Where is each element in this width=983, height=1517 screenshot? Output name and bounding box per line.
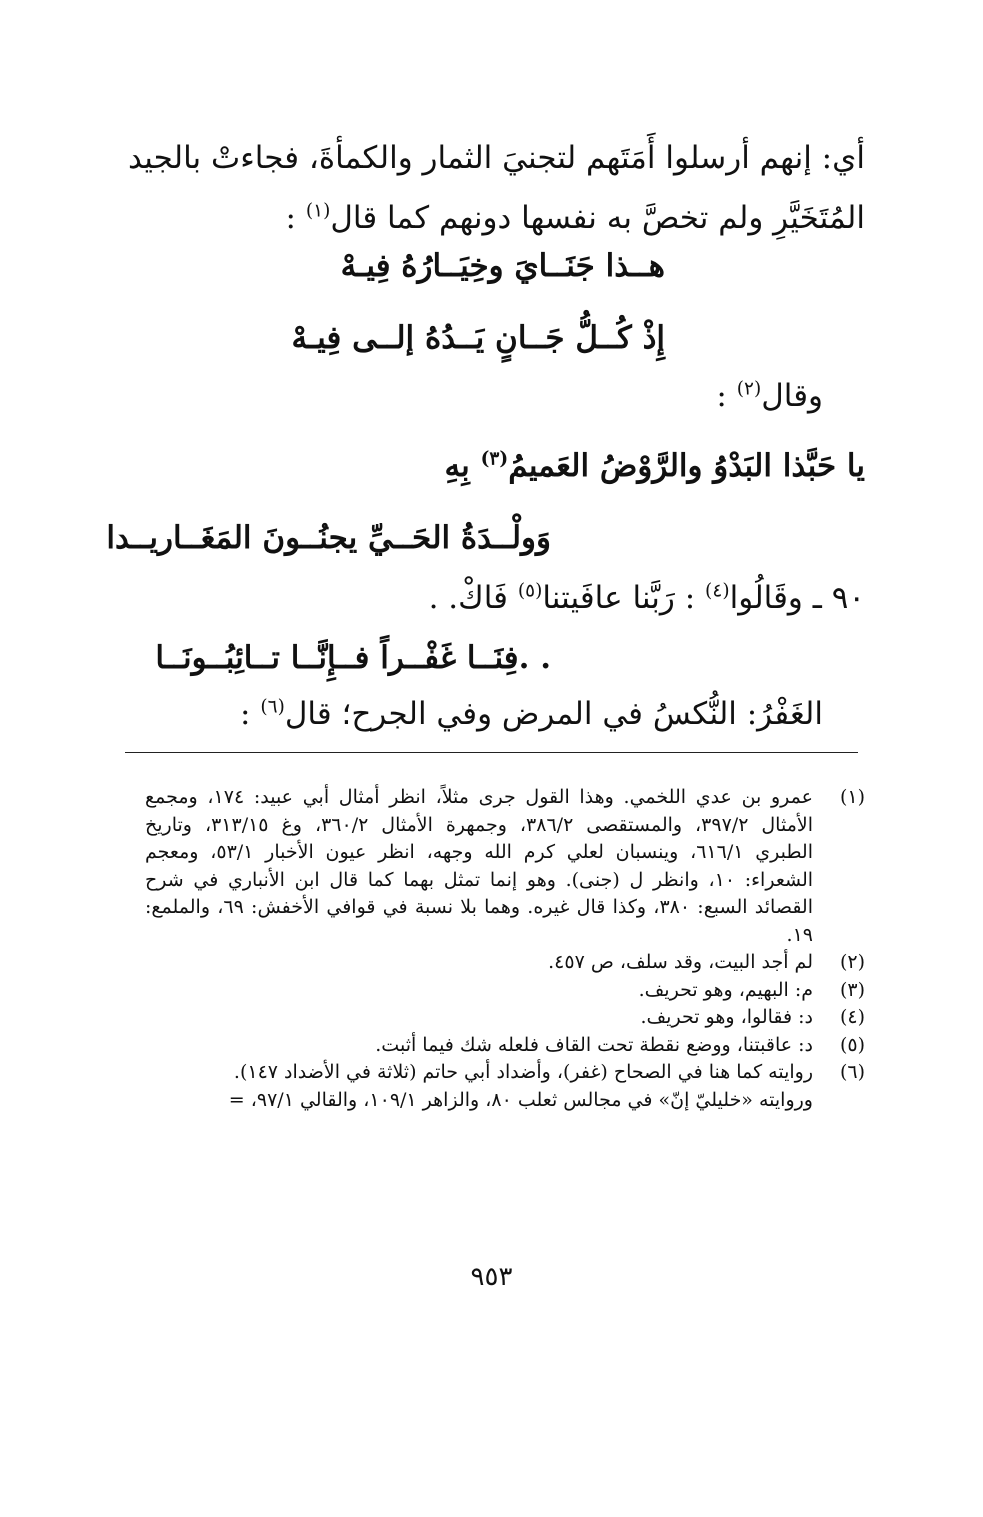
- verse-2-line-1-text: يا حَبَّذا البَدْوُ والرَّوْضُ العَميمُ: [508, 448, 865, 484]
- footnote-1-text: عمرو بن عدي اللخمي. وهذا القول جرى مثلاً، انظر أمثال أبي عبيد: ١٧٤، ومجمع الأمثال ٣٩٧/٢، والمستقصى ٣٨٦/٢، وجمهرة الأمثال ٣٦٠/٢، وغ ٣١٣/١٥، وتاريخ الطبري ٦١٦/١، وينسبان لعلي كرم الله وجهه، انظر عيون الأخبار ٥٣/١، ومعجم الشعراء: ١٠، وانظر ل (جنى). وهو إنما تمثل بهما كما قال ابن الأنباري في شرح القصائد السبع: ٣٨٠، وكذا قال غيره. وهما بلا نسبة في قوافي الأخفش: ٦٩، والملمع: ١٩.: [145, 786, 814, 946]
- footnote-5-text: د: عاقبتنا، ووضع نقطة تحت القاف فلعله شك فيما أثبت.: [375, 1033, 813, 1056]
- item-90-start: ٩٠ ـ وقَالُوا: [729, 580, 865, 616]
- paragraph-intro: [105, 128, 865, 248]
- qal-2-text: وقال: [761, 378, 823, 414]
- ghafr-text: الغَفْرُ: النُّكسُ في المرض وفي الجرح؛ قال: [284, 696, 823, 732]
- verse-2-line-1: [445, 446, 865, 486]
- footnote-ref-1[interactable]: (١): [305, 200, 331, 222]
- verse-3-line: . .فِنَــا غَفْــراً فــإِنَّــا تــائِبُــونَــا: [155, 640, 551, 676]
- footnote-3: [145, 977, 865, 1005]
- footnote-2-number: (٢): [839, 951, 865, 973]
- footnote-6-continuation: وروايته «خليليّ إنّ» في مجالس ثعلب ٨٠، والزاهر ١٠٩/١، والقالي ٩٧/١، =: [228, 1088, 813, 1111]
- verse-1-line-1: هــذا جَنَــايَ وخِيَــارُهُ فِيـهْ: [340, 248, 665, 284]
- ghafr-line: [240, 694, 823, 734]
- qal-2-line: [716, 376, 823, 416]
- page-number: ٩٥٣: [470, 1262, 513, 1292]
- footnote-2-text: لم أجد البيت، وقد سلف، ص ٤٥٧.: [548, 951, 813, 973]
- footnote-1-number: (١): [839, 786, 865, 808]
- ghafr-end: :: [240, 696, 261, 732]
- footnote-3-number: (٣): [839, 978, 865, 1001]
- item-90-middle: : رَبَّنا عافَيتنا: [542, 580, 706, 616]
- verse-2-line-1-end: بِهِ: [444, 448, 481, 484]
- footnotes: [145, 784, 865, 1114]
- footnote-ref-5[interactable]: (٥): [517, 580, 543, 602]
- paragraph-intro-text: أي: إنهم أرسلوا أَمَتَهم لتجنيَ الثمار والكمأةَ، فجاءتْ بالجيد المُتَخَيَّرِ ولم تخصَّ به نفسها دونهم كما قال: [128, 140, 865, 236]
- footnote-6-text: روايته كما هنا في الصحاح (غفر)، وأضداد أبي حاتم (ثلاثة في الأضداد ١٤٧).: [233, 1061, 813, 1083]
- footnote-3-text: م: البهيم، وهو تحريف.: [638, 978, 813, 1001]
- footnote-4-text: د: فقالوا، وهو تحريف.: [640, 1006, 813, 1028]
- footnote-4: [145, 1004, 865, 1032]
- footnote-6-number: (٦): [839, 1061, 865, 1083]
- item-90-line: [429, 578, 865, 618]
- footnote-1: [145, 784, 865, 949]
- footnote-6: [145, 1059, 865, 1087]
- footnote-ref-2[interactable]: (٢): [736, 378, 762, 400]
- footnote-5-number: (٥): [839, 1033, 865, 1056]
- verse-2-line-2: وَولْــدَةُ الحَــيِّ يجنُــونَ المَغَــاريــدا: [106, 520, 551, 556]
- footnote-ref-6[interactable]: (٦): [260, 696, 285, 718]
- paragraph-intro-end: :: [285, 200, 306, 236]
- footnote-ref-4[interactable]: (٤): [705, 580, 730, 602]
- footnote-ref-3[interactable]: (٣): [480, 448, 509, 470]
- footnote-4-number: (٤): [839, 1006, 865, 1028]
- item-90-end: فَاكْ. .: [428, 580, 518, 616]
- footnote-5: [145, 1032, 865, 1060]
- footnote-separator: [125, 752, 858, 753]
- qal-2-end: :: [716, 378, 737, 414]
- verse-1-line-2: إِذْ كُــلُّ جَــانٍ يَــدُهُ إلــى فِيـهْ: [291, 320, 665, 356]
- footnote-2: [145, 949, 865, 977]
